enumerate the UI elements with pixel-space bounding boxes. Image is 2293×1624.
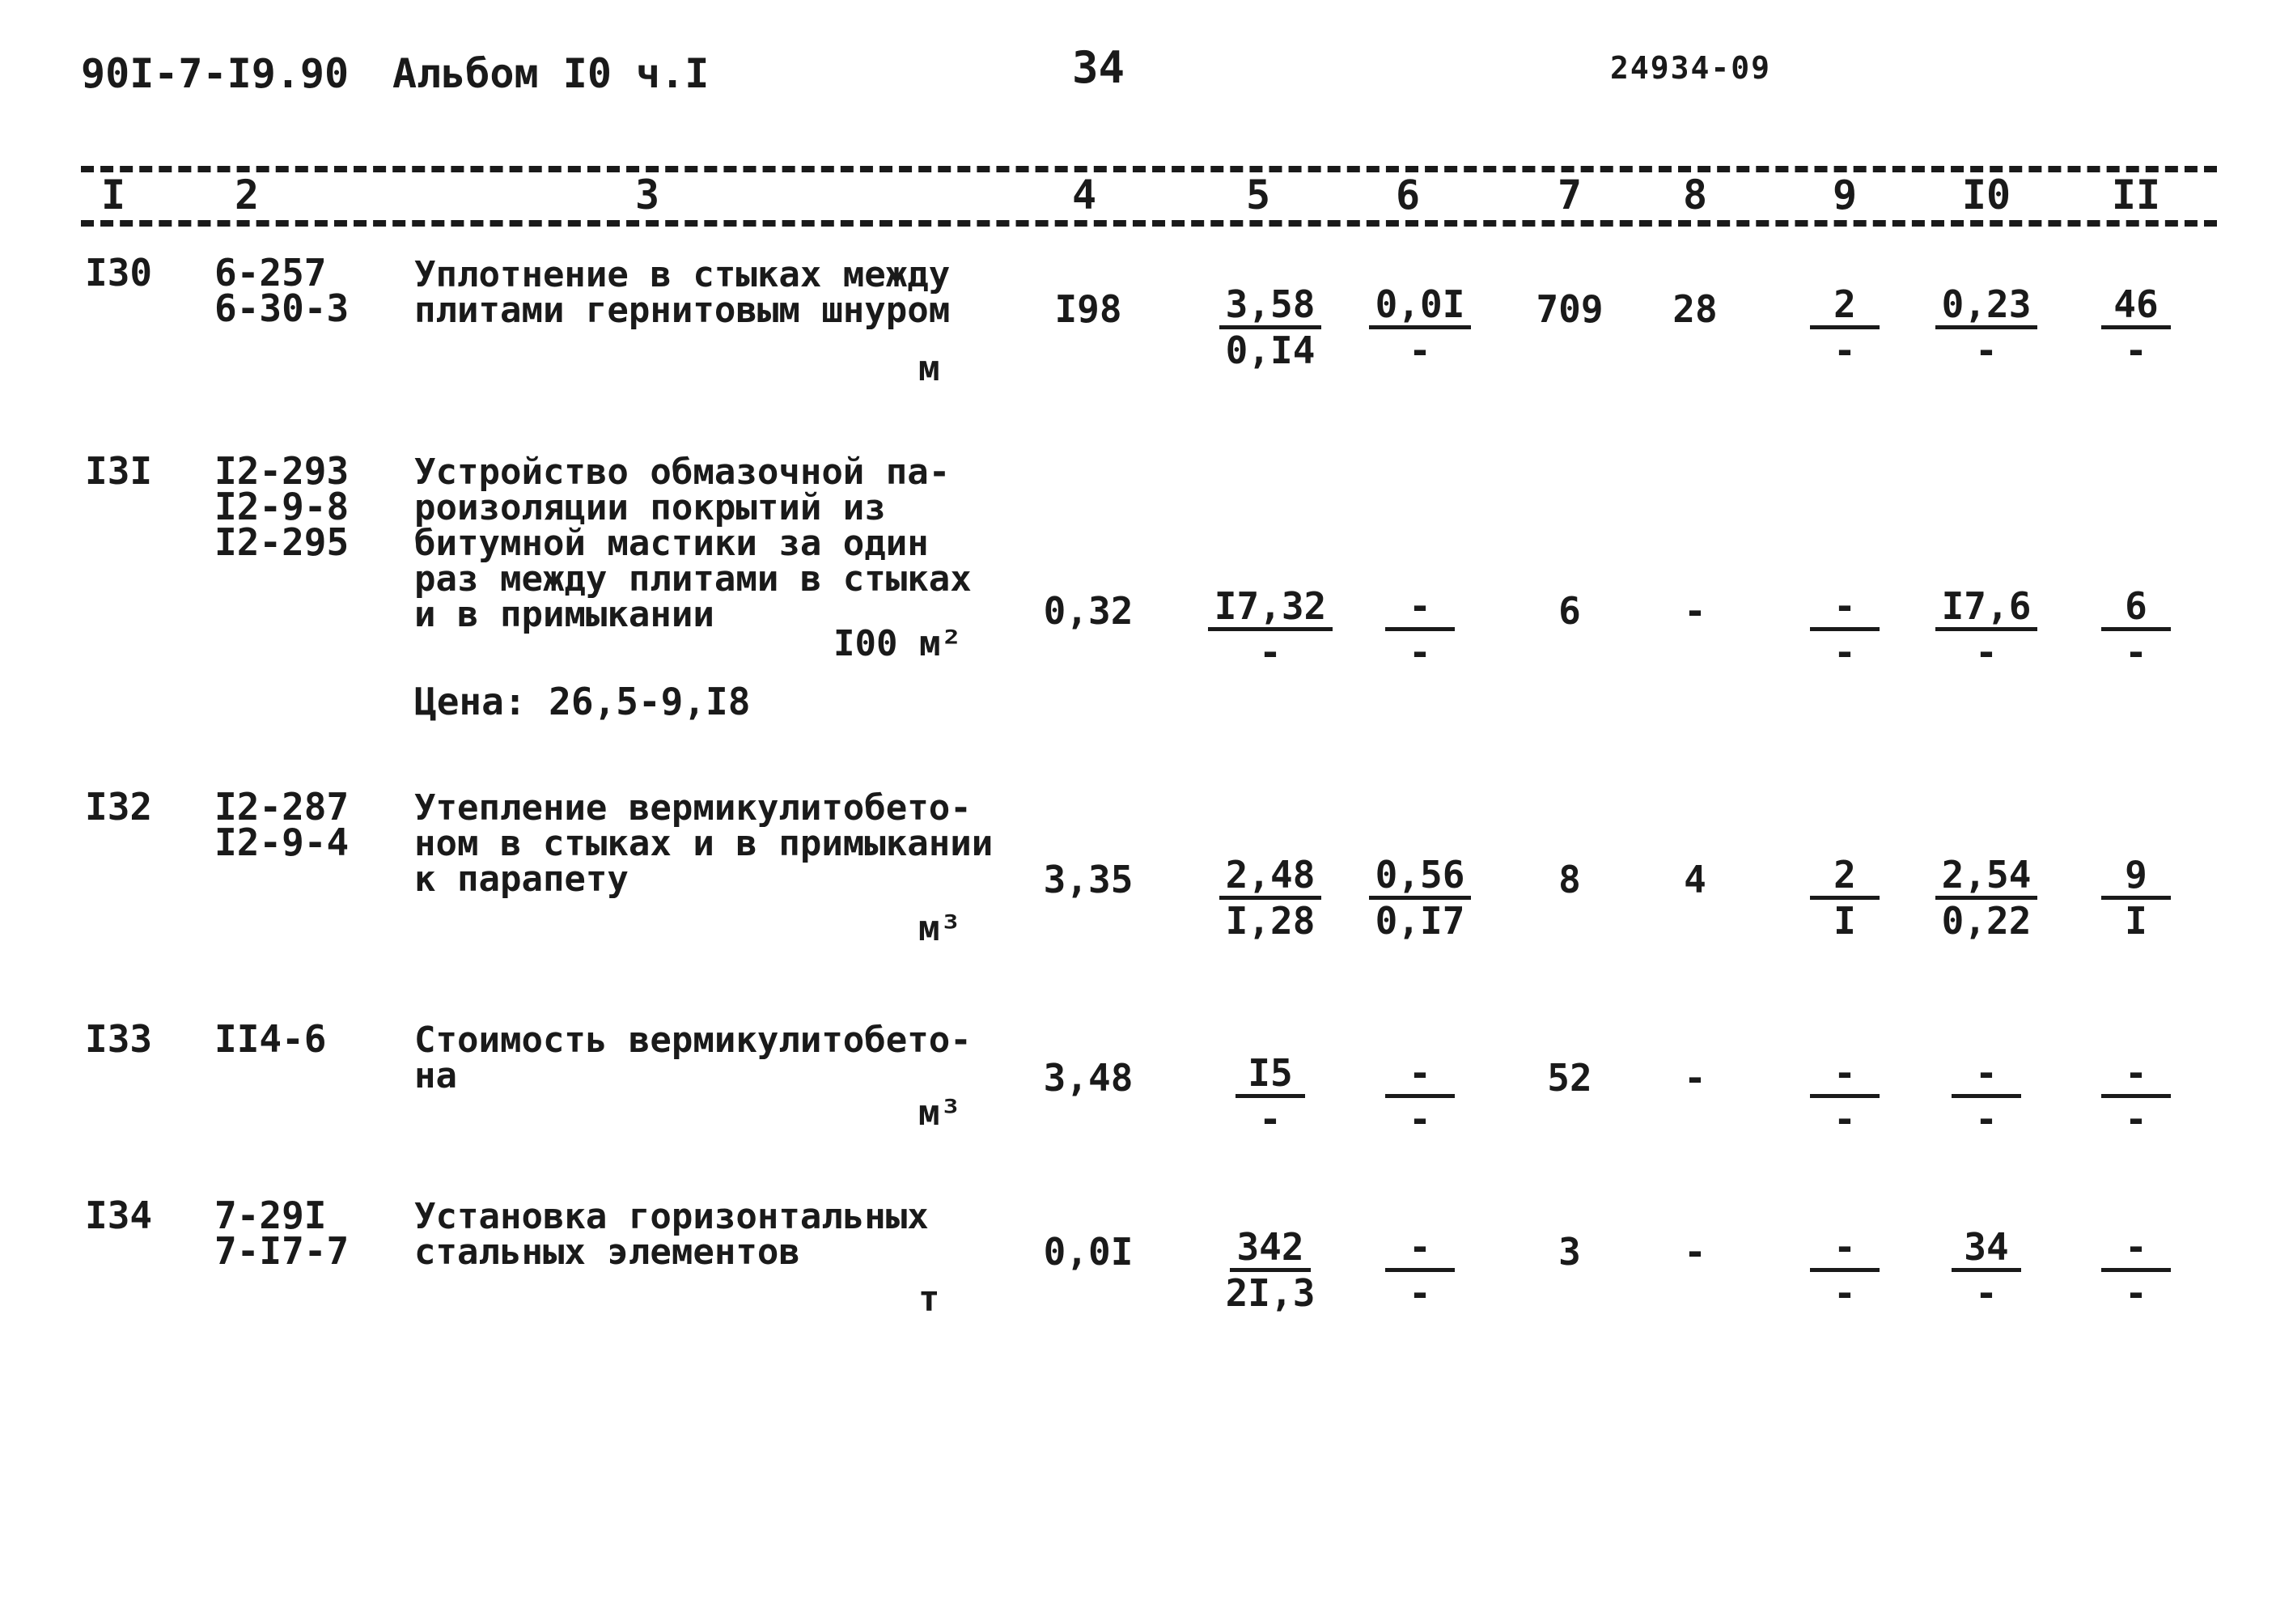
header-top-rule	[81, 166, 2217, 172]
norm-code: 6-257	[214, 251, 327, 295]
fraction-col9	[1784, 1226, 1905, 1314]
work-description: и в примыкании	[414, 594, 714, 635]
column-header-9: 9	[1832, 172, 1858, 218]
col8-value: -	[1684, 1056, 1706, 1100]
work-description: Утепление вермикулитобето-	[414, 787, 972, 829]
numerator: 34	[1952, 1226, 2021, 1272]
work-description: Устройство обмазочной па-	[414, 452, 951, 493]
fraction-col5	[1210, 283, 1331, 371]
numerator: -	[1810, 1226, 1880, 1272]
row-number: I34	[85, 1194, 153, 1237]
denominator: -	[2125, 630, 2147, 674]
numerator: -	[1952, 1052, 2021, 1098]
norm-code: I2-295	[214, 520, 350, 564]
fraction-col11	[2075, 1052, 2197, 1140]
unit-of-measure: м³	[918, 908, 961, 949]
document-code: 90I-7-I9.90	[81, 50, 350, 97]
denominator: -	[1409, 1271, 1431, 1315]
fraction-col9	[1784, 1052, 1905, 1140]
album-label: Альбом I0 ч.I	[392, 50, 710, 97]
fraction-col10	[1926, 854, 2047, 942]
col8-value: -	[1684, 589, 1706, 633]
fraction-col5	[1210, 1052, 1331, 1140]
numerator: -	[1810, 585, 1880, 631]
column-header-11: II	[2111, 172, 2161, 218]
col7-value: 3	[1558, 1230, 1581, 1274]
fraction-col6	[1359, 1226, 1481, 1314]
fraction-col9	[1784, 854, 1905, 942]
fraction-col5	[1210, 585, 1331, 673]
column-header-6: 6	[1395, 172, 1421, 218]
work-description: раз между плитами в стыках	[414, 558, 972, 600]
norm-code: 7-I7-7	[214, 1229, 350, 1273]
fraction-col5	[1210, 1226, 1331, 1314]
column-header-2: 2	[234, 172, 260, 218]
numerator: -	[2101, 1052, 2171, 1098]
col8-value: 4	[1684, 858, 1706, 901]
work-description: ном в стыках и в примыкании	[414, 823, 994, 864]
denominator: I,28	[1225, 899, 1316, 943]
norm-code: I2-293	[214, 449, 350, 493]
denominator: 2I,3	[1225, 1271, 1316, 1315]
work-description: Уплотнение в стыках между	[414, 254, 951, 295]
fraction-col10	[1926, 1226, 2047, 1314]
col7-value: 8	[1558, 858, 1581, 901]
numerator: 342	[1230, 1226, 1310, 1272]
work-description: Стоимость вермикулитобето-	[414, 1020, 972, 1061]
norm-code: I2-287	[214, 785, 350, 829]
work-description: к парапету	[414, 859, 629, 900]
work-description: роизоляции покрытий из	[414, 487, 886, 528]
numerator: -	[2101, 1226, 2171, 1272]
fraction-col5	[1210, 854, 1331, 942]
numerator: I7,32	[1208, 585, 1333, 631]
unit-of-measure: т	[918, 1278, 940, 1320]
numerator: 0,23	[1935, 283, 2038, 329]
denominator: -	[2125, 1097, 2147, 1141]
inventory-stamp: 24934-09	[1610, 50, 1772, 86]
numerator: I7,6	[1935, 585, 2038, 631]
column-header-10: I0	[1961, 172, 2011, 218]
work-description: Установка горизонтальных	[414, 1196, 929, 1237]
fraction-col11	[2075, 585, 2197, 673]
numerator: 0,56	[1369, 854, 1472, 900]
unit-of-measure: м³	[918, 1092, 961, 1134]
page-number: 34	[1072, 42, 1125, 93]
norm-code: 7-29I	[214, 1194, 327, 1237]
fraction-col6	[1359, 1052, 1481, 1140]
numerator: 3,58	[1219, 283, 1322, 329]
denominator: -	[1975, 1271, 1998, 1315]
col7-value: 709	[1536, 287, 1604, 331]
denominator: I	[2125, 899, 2147, 943]
column-header-8: 8	[1682, 172, 1708, 218]
denominator: -	[1409, 630, 1431, 674]
norm-code: II4-6	[214, 1017, 327, 1061]
denominator: 0,I4	[1225, 329, 1316, 372]
fraction-col11	[2075, 283, 2197, 371]
denominator: -	[1409, 329, 1431, 372]
header-bottom-rule	[81, 220, 2217, 227]
norm-code: I2-9-8	[214, 485, 350, 528]
column-header-4: 4	[1071, 172, 1097, 218]
denominator: 0,I7	[1375, 899, 1465, 943]
denominator: -	[1259, 1097, 1282, 1141]
fraction-col10	[1926, 585, 2047, 673]
numerator: 46	[2101, 283, 2171, 329]
numerator: -	[1385, 1226, 1455, 1272]
denominator: 0,22	[1941, 899, 2032, 943]
fraction-col9	[1784, 585, 1905, 673]
fraction-col6	[1359, 854, 1481, 942]
fraction-col6	[1359, 283, 1481, 371]
fraction-col11	[2075, 854, 2197, 942]
column-header-7: 7	[1557, 172, 1583, 218]
column-header-5: 5	[1245, 172, 1271, 218]
numerator: -	[1385, 585, 1455, 631]
price-note: Цена: 26,5-9,I8	[414, 680, 751, 723]
denominator: -	[1975, 1097, 1998, 1141]
column-header-3: 3	[634, 172, 660, 218]
work-description: плитами гернитовым шнуром	[414, 290, 951, 331]
denominator: -	[1975, 630, 1998, 674]
quantity: 3,35	[1043, 858, 1134, 901]
quantity: 0,32	[1043, 589, 1134, 633]
fraction-col10	[1926, 283, 2047, 371]
denominator: -	[1975, 329, 1998, 372]
work-description: на	[414, 1055, 457, 1096]
unit-of-measure: I00 м²	[833, 623, 962, 664]
numerator: 2	[1810, 854, 1880, 900]
quantity: 3,48	[1043, 1056, 1134, 1100]
row-number: I32	[85, 785, 153, 829]
row-number: I33	[85, 1017, 153, 1061]
row-number: I3I	[85, 449, 153, 493]
numerator: 9	[2101, 854, 2171, 900]
denominator: -	[1833, 329, 1856, 372]
denominator: -	[1833, 1097, 1856, 1141]
col7-value: 6	[1558, 589, 1581, 633]
quantity: I98	[1054, 287, 1122, 331]
quantity: 0,0I	[1043, 1230, 1134, 1274]
fraction-col10	[1926, 1052, 2047, 1140]
fraction-col11	[2075, 1226, 2197, 1314]
numerator: 0,0I	[1369, 283, 1472, 329]
numerator: 6	[2101, 585, 2171, 631]
denominator: -	[1409, 1097, 1431, 1141]
denominator: -	[1833, 1271, 1856, 1315]
denominator: I	[1833, 899, 1856, 943]
denominator: -	[1259, 630, 1282, 674]
numerator: 2	[1810, 283, 1880, 329]
unit-of-measure: м	[918, 348, 940, 389]
fraction-col6	[1359, 585, 1481, 673]
col8-value: 28	[1672, 287, 1718, 331]
numerator: I5	[1236, 1052, 1305, 1098]
norm-code: 6-30-3	[214, 286, 350, 330]
denominator: -	[1833, 630, 1856, 674]
numerator: 2,54	[1935, 854, 2038, 900]
row-number: I30	[85, 251, 153, 295]
column-header-1: I	[100, 172, 126, 218]
work-description: стальных элементов	[414, 1232, 800, 1273]
denominator: -	[2125, 1271, 2147, 1315]
col8-value: -	[1684, 1230, 1706, 1274]
numerator: 2,48	[1219, 854, 1322, 900]
norm-code: I2-9-4	[214, 820, 350, 864]
denominator: -	[2125, 329, 2147, 372]
numerator: -	[1810, 1052, 1880, 1098]
fraction-col9	[1784, 283, 1905, 371]
work-description: битумной мастики за один	[414, 523, 929, 564]
numerator: -	[1385, 1052, 1455, 1098]
col7-value: 52	[1547, 1056, 1592, 1100]
